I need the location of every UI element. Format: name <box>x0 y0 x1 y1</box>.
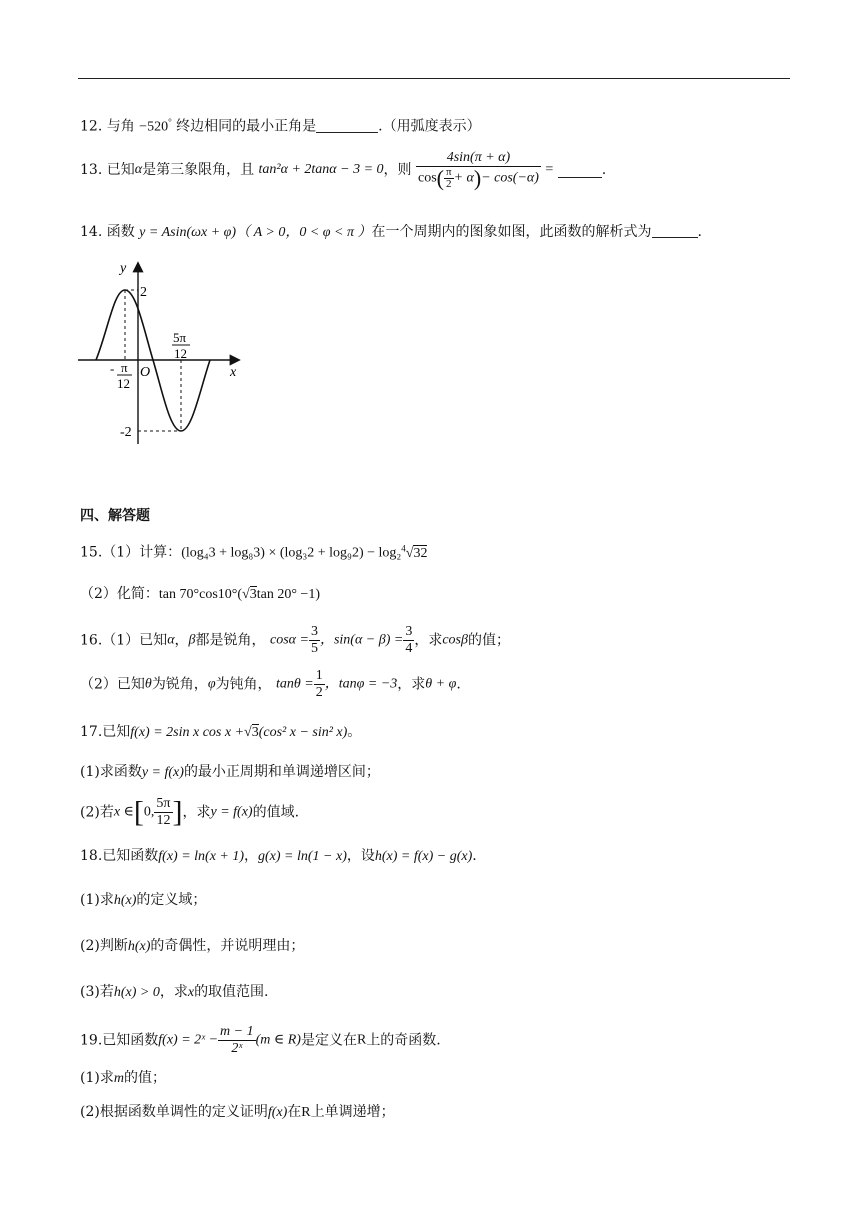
x1-denominator: 12 <box>117 376 130 391</box>
question-number: 17. <box>80 724 103 740</box>
h-inequality: h(x) > 0 <box>113 985 160 1000</box>
fraction-denominator: cos( $\frac{\pi}{2}$ + α)− cos(−α) <box>418 165 539 191</box>
x1-numerator: π <box>121 360 128 375</box>
question-text: (1)求 <box>80 1070 114 1086</box>
part-label: （2）已知 <box>80 676 145 693</box>
question-text: (1)求函数 <box>80 764 142 780</box>
numerator: 1 <box>315 668 323 683</box>
function-expression: y = Asin(ωx + φ) <box>139 225 237 240</box>
sine-graph <box>74 258 254 454</box>
tan-theta: tanθ = <box>276 676 314 692</box>
question-18-sub3 <box>80 982 269 1003</box>
question-text: (2)若 <box>80 804 114 821</box>
condition: (m ∈ R) <box>255 1032 301 1048</box>
plus-alpha: + α <box>453 170 474 186</box>
denominator: 2 <box>315 685 323 700</box>
question-text: 的奇偶性，并说明理由； <box>150 938 305 954</box>
fourth-root: $^4$√32 <box>401 543 428 561</box>
question-text: 在一个周期内的图象如图，此函数的解析式为 <box>371 224 652 240</box>
real-set: R <box>301 1105 311 1120</box>
question-text: 终边相同的最小正角是 <box>176 118 317 135</box>
header-rule <box>78 78 790 79</box>
question-number: 13. <box>80 162 103 178</box>
question-19-sub2 <box>80 1102 395 1123</box>
tan-phi: ，tanφ = −3 <box>324 676 398 692</box>
part-label: （2）化简： <box>80 586 159 602</box>
question-text: ，设 <box>346 848 375 864</box>
period: . <box>456 676 461 693</box>
question-text: 是定义在 <box>300 1032 357 1049</box>
period: 。 <box>347 724 362 740</box>
question-18 <box>80 846 477 867</box>
interval-lower: 0, <box>143 804 155 820</box>
question-text: (2)根据函数单调性的定义证明 <box>80 1104 268 1120</box>
question-14 <box>80 222 702 243</box>
sqrt-value: 3 <box>249 587 257 602</box>
x-axis-label: x <box>230 365 237 380</box>
question-number: 14. <box>80 224 103 240</box>
sqrt-3: √3 <box>242 587 257 602</box>
alpha-symbol: α <box>134 162 143 177</box>
question-text: ，求 <box>182 804 211 821</box>
denominator: 12 <box>156 813 171 828</box>
x1-sign: - <box>110 361 115 376</box>
root-index: 4 <box>401 543 406 553</box>
question-number: 15. <box>80 544 103 561</box>
question-15-part1 <box>80 538 427 564</box>
g-definition: g(x) = ln(1 − x) <box>258 849 347 864</box>
theta-plus-phi: θ + φ <box>425 676 457 692</box>
denominator: 2ˣ <box>231 1041 243 1056</box>
equation: tan²α + 2tanα − 3 = 0 <box>258 162 384 177</box>
question-text: . <box>697 224 702 240</box>
question-16-part1 <box>80 624 510 662</box>
question-text: 上单调递增； <box>310 1104 395 1120</box>
root-value: 32 <box>413 545 428 561</box>
expression: tan 70°cos10°( <box>158 587 243 602</box>
denominator: 4 <box>405 641 413 656</box>
fraction-3-4 <box>403 624 414 657</box>
m-variable: m <box>113 1071 124 1086</box>
fraction-5pi-12 <box>154 796 172 829</box>
sin-alpha-minus-beta: ，sin(α − β) = <box>319 632 404 648</box>
question-16-part2 <box>80 668 461 706</box>
x2-denominator: 12 <box>174 346 187 361</box>
question-17 <box>80 722 361 743</box>
numerator: 3 <box>405 624 413 639</box>
pi-num: π <box>446 166 452 178</box>
alpha-symbol: α <box>167 632 175 648</box>
answer-blank[interactable] <box>652 223 698 238</box>
question-number: 18. <box>80 848 103 864</box>
question-text: 的取值范围. <box>194 984 269 1000</box>
question-18-sub2 <box>80 936 304 957</box>
question-text: ，求 <box>159 984 188 1000</box>
section-heading: 四、解答题 <box>80 508 150 524</box>
question-number: 16. <box>80 632 103 649</box>
question-text: 为钝角， <box>215 676 272 693</box>
question-text: 都是锐角， <box>195 632 266 649</box>
part-label: （1）计算： <box>102 544 182 561</box>
function-expression: f(x) = 2sin x cos x + <box>130 725 245 740</box>
question-number: 12. <box>80 118 103 135</box>
cos-alpha: cosα = <box>269 632 309 648</box>
beta-symbol: β <box>188 632 196 648</box>
max-value-label: 2 <box>140 285 147 300</box>
expression: tan 20° −1) <box>256 587 320 602</box>
question-text: 上的奇函数. <box>366 1032 441 1049</box>
denominator: 5 <box>310 641 318 656</box>
question-text: 已知函数 <box>102 848 159 864</box>
question-text: ，求 <box>397 676 426 693</box>
function-expression: f(x) <box>267 1105 288 1120</box>
equals-sign: = <box>545 162 554 177</box>
question-text: 的值； <box>467 632 510 649</box>
answer-blank[interactable] <box>558 163 602 178</box>
h-function: h(x) <box>127 939 151 954</box>
numerator: m − 1 <box>220 1024 254 1039</box>
expression: (log₄3 + log₈3) × (log₃2 + log₉2) − log₂ <box>181 545 402 561</box>
period: . <box>472 848 477 864</box>
answer-blank[interactable] <box>316 118 378 133</box>
question-text: 的定义域； <box>136 892 207 908</box>
question-17-sub1 <box>80 762 380 783</box>
fraction-1-2 <box>314 668 325 701</box>
question-text: (2)判断 <box>80 938 128 954</box>
question-text: .（用弧度表示） <box>378 118 481 135</box>
fraction-numerator: 4sin(π + α) <box>416 150 541 167</box>
fraction-3-5 <box>309 624 320 657</box>
question-text: (1)求 <box>80 892 114 908</box>
question-13 <box>80 150 606 192</box>
question-text: 的值域. <box>252 804 300 821</box>
question-text: (3)若 <box>80 984 114 1000</box>
question-15-part2 <box>80 584 320 605</box>
part-label: （1）已知 <box>102 632 168 649</box>
cos-beta: cosβ <box>442 632 468 648</box>
question-text: 已知函数 <box>102 1032 159 1049</box>
phi-symbol: φ <box>207 676 216 692</box>
question-text: 在 <box>287 1104 302 1120</box>
sqrt-3: √3 <box>244 725 259 740</box>
question-text: ，求 <box>414 632 443 649</box>
y-axis-label: y <box>120 261 127 276</box>
function-expression: y = f(x) <box>210 804 253 820</box>
question-text: 为锐角， <box>151 676 208 693</box>
h-definition: h(x) = f(x) − g(x) <box>374 849 473 864</box>
question-text: 的值； <box>123 1070 166 1086</box>
function-expression: (cos² x − sin² x) <box>258 725 348 740</box>
question-text: 已知 <box>106 162 135 178</box>
theta-symbol: θ <box>144 676 152 692</box>
numerator: 5π <box>156 796 171 811</box>
comma: ， <box>174 632 189 649</box>
question-text: ，则 <box>383 162 412 178</box>
minus-cos: − cos(−α) <box>481 170 539 186</box>
question-text: 是第三象限角，且 <box>142 162 255 178</box>
min-value-label: -2 <box>120 425 132 440</box>
question-text: 的最小正周期和单调递增区间； <box>183 764 380 780</box>
angle-value: −520 <box>139 119 169 135</box>
function-expression: f(x) = 2ˣ − <box>158 1032 219 1048</box>
condition-phi: ，0 < φ < π ） <box>285 225 372 240</box>
x-in: x ∈ <box>113 804 134 820</box>
comma: ， <box>244 848 259 864</box>
pi-over-2 <box>444 167 454 190</box>
real-set: R <box>356 1032 367 1048</box>
degree-sign: ° <box>168 117 172 127</box>
condition-a: （ A > 0 <box>236 225 286 240</box>
pi-den: 2 <box>446 178 452 190</box>
sqrt-value: 3 <box>251 725 259 740</box>
cos-label: cos <box>418 170 437 186</box>
question-number: 19. <box>80 1032 103 1049</box>
question-text: 函数 <box>106 224 135 240</box>
expression-fraction <box>416 150 541 190</box>
question-text: 已知 <box>102 724 131 740</box>
question-17-sub2: (2)若x ∈[0, $\frac{5\pi}{12}$ ]，求y = f(x)的值域. <box>80 795 300 829</box>
question-19-sub1 <box>80 1068 166 1089</box>
question-text: 与角 <box>106 118 135 135</box>
question-text: . <box>601 162 607 178</box>
question-18-sub1 <box>80 890 206 911</box>
numerator: 3 <box>310 624 318 639</box>
question-12 <box>80 112 481 138</box>
x-variable: x <box>187 985 195 1000</box>
question-19 <box>80 1024 441 1064</box>
fraction-m-minus-1 <box>218 1024 256 1057</box>
x2-numerator: 5π <box>173 330 187 345</box>
function-expression: y = f(x) <box>141 765 184 780</box>
origin-label: O <box>140 365 151 380</box>
h-function: h(x) <box>113 893 137 908</box>
f-definition: f(x) = ln(x + 1) <box>158 849 245 864</box>
